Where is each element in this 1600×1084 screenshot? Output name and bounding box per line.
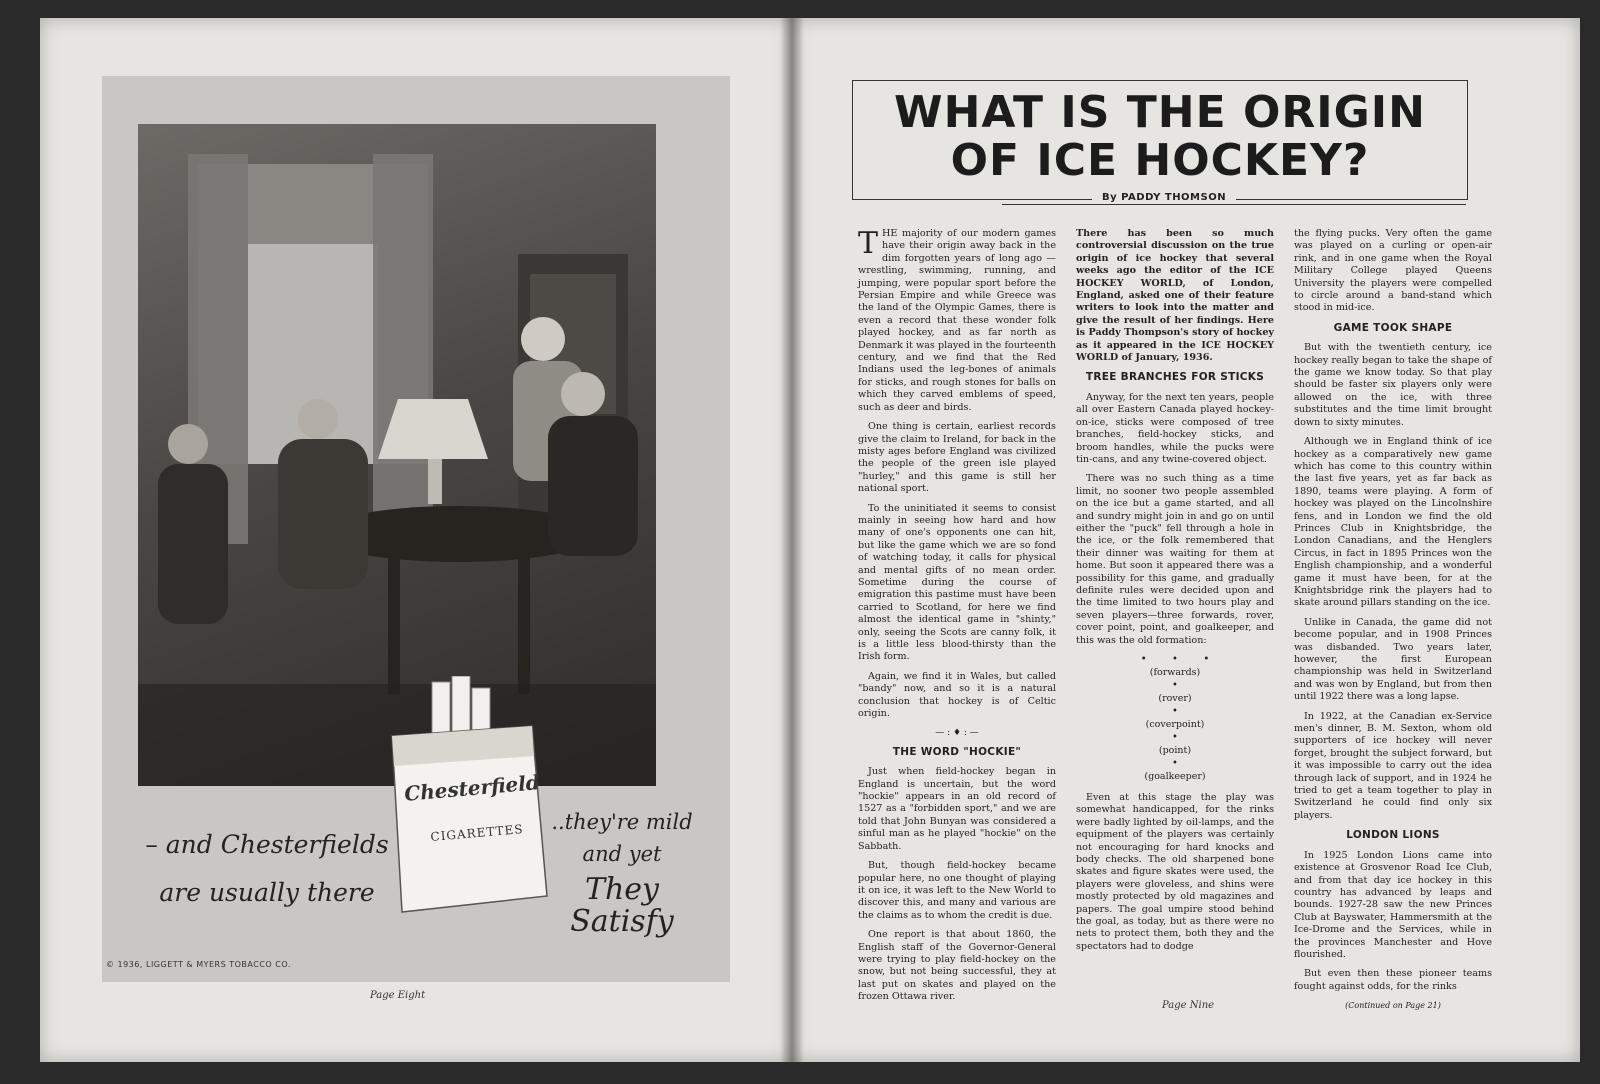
paragraph: the flying pucks. Very often the game was played on a curling or open-air rink, and in one game when the Royal Military College played Queens University the players were compelled to circle around a band-stand which stood in mid-ice. (1294, 228, 1492, 314)
paragraph: In 1925 London Lions came into existence at Grosvenor Road Ice Club, and from that day ice hockey in this country has advanced by leaps and bounds. 1927-28 saw the new Princes Club at Bayswater, Hammersmith at the Ice-Drome and the Services, while in the provinces Manchester and Hove flourished. (1294, 849, 1492, 960)
position-label: (goalkeeper) (1144, 771, 1206, 782)
spine-gutter (780, 18, 804, 1062)
subhead-hockie: THE WORD "HOCKIE" (892, 745, 1022, 758)
editor-intro: There has been so much controversial discussion on the true origin of ice hockey that several weeks ago the editor of the ICE HOCKEY WORLD, of London, England, asked one of their feature writers to look into the matter and give the result of her findings. Here is Paddy Thompson's story of hockey as it appeared in the ICE HOCKEY WORLD of January, 1936. (1076, 228, 1274, 364)
pack-subtitle: CIGARETTES (429, 821, 525, 845)
headline-line2: OF ICE HOCKEY? (950, 135, 1370, 186)
left-page (40, 18, 792, 1062)
subhead-tree-branches: TREE BRANCHES FOR STICKS (1085, 371, 1265, 384)
headline (853, 89, 1467, 185)
paragraph: Even at this stage the play was somewhat handicapped, for the rinks were badly lighted by oil-lamps, and the equipment of the players was certainly not encouraging for hard knocks and body checks. The old sharpened bone skates and figure skates were used, the players were gloveless, and shins were mostly protected by old magazines and papers. The goal umpire stood behind the goal, as today, but as there were no nets to protect them, both they and the spectators had to dodge (1076, 792, 1274, 952)
paragraph (858, 228, 1056, 414)
continued-note: (Continued on Page 21) (1345, 1001, 1441, 1011)
byline: By PADDY THOMSON (1092, 192, 1236, 203)
paragraph: Unlike in Canada, the game did not become popular, and in 1908 Princes was disbanded. Two years later, however, the first European championship was held in Switzerland and was won by England, but from then until 1922 there was a long lapse. (1294, 616, 1492, 703)
subhead-game-took-shape: GAME TOOK SHAPE (1333, 321, 1453, 334)
tagline-right-line1: ..they're mild (551, 810, 693, 834)
article-column-1 (858, 228, 1056, 1011)
paragraph: Just when field-hockey began in England is uncertain, but the word "hockie" appears in an old record of 1527 as a "forbidden sport," and we are told that John Bunyan was considered a sinful man as he played "hockie" on the Sabbath. (858, 766, 1056, 852)
position-label: (rover) (1158, 693, 1192, 704)
paragraph: One thing is certain, earliest records give the claim to Ireland, for back in the misty ages before England was civilized the people of the green isle played "hurley," and this game is still her national sport. (858, 421, 1056, 495)
paragraph: One report is that about 1860, the English staff of the Governor-General were trying to play field-hockey on the snow, but not being successful, they at last put on skates and played on the frozen Ottawa river. (858, 929, 1056, 1003)
paragraph: But, though field-hockey became popular here, no one thought of playing it on ice, it was left to the New World to discover this, and many and various are the claims as to whom the credit is due. (858, 860, 1056, 921)
paragraph: To the uninitiated it seems to consist mainly in seeing how hard and how many of one's opponents one can hit, but like the game which we are so fond of watching today, it calls for physical and mental gifts of no mean order. Sometime during the course of emigration this pastime must have been carried to Scotland, for here we find almost the identical game in "shinty," only, seeing the Scots are canny folk, it is a little less blood-thirsty than the Irish form. (858, 502, 1056, 663)
position-label: (point) (1158, 745, 1192, 756)
paragraph: Anyway, for the next ten years, people all over Eastern Canada played hockey-on-ice, sticks were composed of tree branches, field-hockey sticks, and broom handles, while the pucks were tin-cans, and any twine-covered object. (1076, 391, 1274, 465)
paragraph-text: HE majority of our modern games have their origin away back in the dim forgotten years of long ago — wrestling, swimming, running, and jumping, were popular sport before the Persian Empire and while Greece was the land of the Olympic Games, there is even a record that these wonder folk played hockey, and as far north as Denmark it was played in the fourteenth century, and we find that the Red Indians used the leg-bones of animals for sticks, and rough stones for balls on which they carved emblems of speed, such as deer and birds. (858, 228, 1056, 413)
page-number-left: Page Eight (370, 990, 426, 1001)
paragraph: But with the twentieth century, ice hockey really began to take the shape of the game we know today. So that play should be faster six players only were allowed on the ice, with three substitutes and the time limit brought down to sixty minutes. (1294, 342, 1492, 428)
copyright-notice: © 1936, LIGGETT & MYERS TOBACCO CO. (106, 960, 291, 969)
subhead-london-lions: LONDON LIONS (1346, 829, 1440, 842)
drop-cap: T (858, 226, 879, 261)
right-page (792, 18, 1580, 1062)
tagline-left: – and Chesterfields are usually there (145, 830, 389, 907)
tagline-right-line2: and yet (582, 842, 662, 866)
article-column-3 (1294, 228, 1492, 1013)
position-label: (forwards) (1149, 667, 1201, 678)
they-satisfy-slogan: They Satisfy (570, 872, 674, 939)
paragraph: Again, we find it in Wales, but called "bandy" now, and so it is a natural conclusion that hockey is of Celtic origin. (858, 670, 1056, 720)
paragraph: There was no such thing as a time limit, no sooner two people assembled on the ice but a game started, and all and sundry might join in and go on until either the "puck" fell through a hole in the ice, or the folk remembered that their dinner was waiting for them at home. But soon it appeared there was a possibility for this game, and gradually definite rules were decided upon and the time limited to two hours play and seven players—three forwards, rover, cover point, point, and goalkeeper, and this was the old formation: (1076, 473, 1274, 646)
headline-box (852, 80, 1468, 200)
paragraph: But even then these pioneer teams fought against odds, for the rinks (1294, 968, 1492, 992)
pack-brand: Chesterfield (403, 770, 541, 806)
chesterfield-advertisement (102, 76, 730, 982)
byline-rule (1002, 204, 1466, 205)
cigarette-pack (372, 676, 552, 916)
paragraph: Although we in England think of ice hockey as a comparatively new game which has come to this country within the last five years, yet as far back as 1890, teams were playing. A form of hockey was played on the Lincolnshire fens, and in London we find the old Princes Club in Knightsbridge, the London Canadians, and the Henglers Circus, in fact in 1895 Princes won the English championship, and a wonderful game it must have been, for at the Knightsbridge rink the players had to skate around pillars standing on the ice. (1294, 436, 1492, 609)
headline-line1: WHAT IS THE ORIGIN (894, 87, 1426, 138)
article-column-2 (1076, 228, 1274, 960)
position-label: (coverpoint) (1145, 719, 1205, 730)
tagline-right (532, 806, 712, 938)
magazine-spread (40, 18, 1580, 1062)
formation-diagram: • • • (forwards) • (rover) • (coverpoint) • (point) • (goalkeeper) (1140, 654, 1210, 782)
paragraph: In 1922, at the Canadian ex-Service men's dinner, B. M. Sexton, whom old supporters of ice hockey will never forget, brought the subject forward, but it was impossible to carry out the idea through lack of support, and in 1924 he tried to get a team together to play in Switzerland he could find only six players. (1294, 710, 1492, 821)
page-number-right: Page Nine (1162, 1000, 1215, 1011)
ornament: — : ♦ : — (935, 728, 979, 739)
